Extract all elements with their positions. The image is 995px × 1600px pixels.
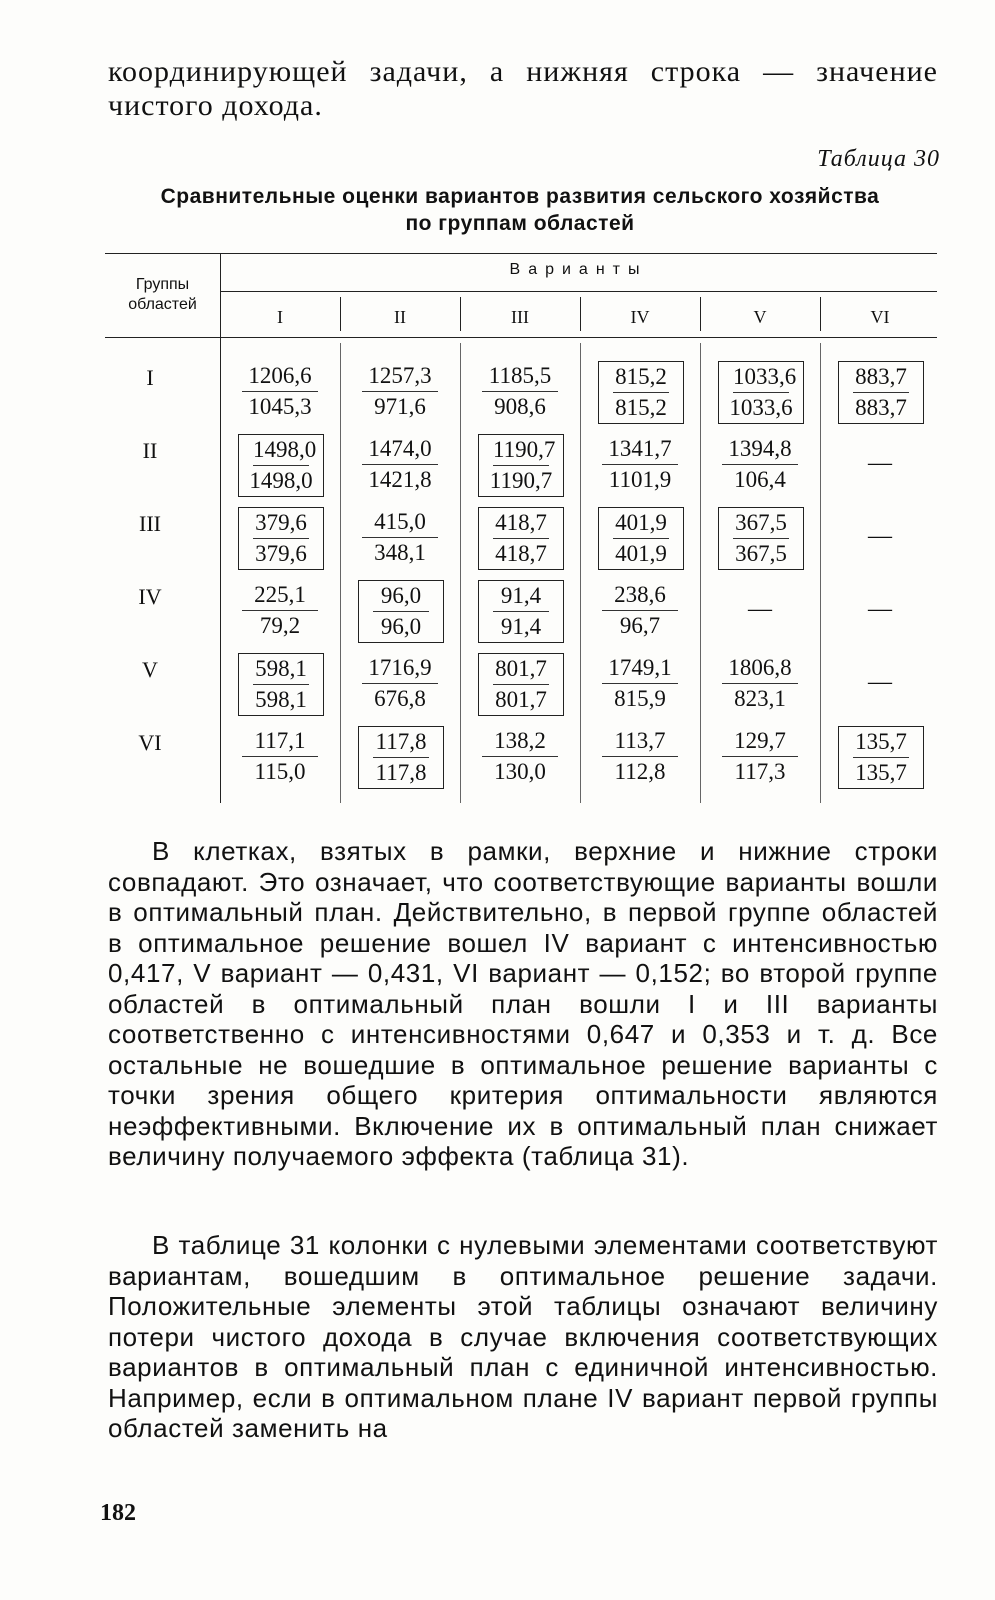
column-header-3: III — [511, 307, 529, 327]
cell-frame — [348, 434, 452, 495]
cell-top-value: 1474,0 — [362, 434, 438, 465]
cell-frame — [468, 726, 572, 787]
cell-frame — [588, 726, 692, 787]
cell-top-value: 418,7 — [493, 508, 549, 539]
cell-top-value: 1716,9 — [362, 653, 438, 684]
cell-top-value: 379,6 — [253, 508, 309, 539]
group-column-divider — [220, 253, 221, 803]
empty-cell-dash: — — [868, 523, 892, 549]
table-cell — [708, 653, 812, 714]
boxed-cell-frame — [478, 507, 564, 570]
paragraph-2-text: В таблице 31 колонки с нулевыми элементами соответствуют вариантам, вошедшим в оптимальное решение задачи. Положительные элементы этой таблицы означают величину потери чистого дохода в случае включения соответствующих вариантов в оптимальный план с единичной интенсивностью. Например, если в оптимальном плане IV вариант первой группы областей заменить на — [108, 1230, 938, 1443]
cell-bottom-value: 106,4 — [734, 467, 786, 492]
cell-top-value: 117,8 — [373, 727, 429, 758]
cell-bottom-value: 96,7 — [619, 613, 661, 638]
cell-top-value: 415,0 — [362, 507, 438, 538]
table-cell — [228, 507, 332, 570]
boxed-cell-frame — [478, 580, 564, 643]
row-label-5: V — [142, 657, 158, 682]
cell-bottom-value: 883,7 — [855, 395, 907, 420]
cell-bottom-value: 1101,9 — [608, 467, 672, 492]
cell-bottom-value: 1190,7 — [489, 468, 553, 493]
cell-top-value: 1185,5 — [482, 361, 558, 392]
boxed-cell-frame — [238, 434, 324, 497]
intro-line-1: координирующей задачи, а нижняя строка — значение — [108, 55, 938, 88]
cell-bottom-value: 676,8 — [374, 686, 426, 711]
header-groups: Группы областей — [128, 276, 197, 313]
cell-frame — [588, 434, 692, 495]
boxed-cell-frame — [598, 507, 684, 570]
cell-frame — [228, 726, 332, 787]
body-column-divider — [580, 343, 581, 803]
cell-top-value: 96,0 — [373, 581, 429, 612]
table-title-line-2: по группам областей — [405, 212, 635, 235]
table-cell — [828, 361, 932, 424]
comparison-table — [105, 253, 937, 803]
table-cell — [228, 434, 332, 497]
cell-top-value: 1033,6 — [733, 362, 789, 393]
cell-bottom-value: 971,6 — [374, 394, 426, 419]
cell-top-value: 1341,7 — [602, 434, 678, 465]
empty-cell-dash: — — [868, 669, 892, 695]
table-cell — [348, 507, 452, 568]
cell-top-value: 801,7 — [493, 654, 549, 685]
cell-bottom-value: 130,0 — [494, 759, 546, 784]
table-cell — [588, 361, 692, 424]
column-header-5: V — [753, 307, 767, 327]
cell-bottom-value: 379,6 — [255, 541, 307, 566]
cell-top-value: 1498,0 — [253, 435, 309, 466]
cell-top-value: 225,1 — [242, 580, 318, 611]
cell-frame — [348, 653, 452, 714]
cell-bottom-value: 418,7 — [495, 541, 547, 566]
table-label: Таблица 30 — [817, 146, 940, 172]
cell-top-value: 113,7 — [602, 726, 678, 757]
boxed-cell-frame — [598, 361, 684, 424]
body-column-divider — [700, 343, 701, 803]
boxed-cell-frame — [718, 507, 804, 570]
empty-cell-dash: — — [748, 596, 772, 622]
cell-bottom-value: 115,0 — [254, 759, 306, 784]
cell-top-value: 91,4 — [493, 581, 549, 612]
cell-bottom-value: 1033,6 — [729, 395, 793, 420]
table-cell — [468, 361, 572, 422]
intro-line-2: чистого дохода. — [108, 89, 323, 122]
row-label-6: VI — [138, 730, 162, 755]
cell-top-value: 1190,7 — [493, 435, 549, 466]
table-title-line-1: Сравнительные оценки вариантов развития сельского хозяйства — [160, 185, 880, 208]
table-cell — [588, 726, 692, 787]
cell-bottom-value: 908,6 — [494, 394, 546, 419]
cell-bottom-value: 815,2 — [615, 395, 667, 420]
cell-top-value: 1394,8 — [722, 434, 798, 465]
table-cell — [468, 507, 572, 570]
cell-bottom-value: 135,7 — [855, 760, 907, 785]
boxed-cell-frame — [358, 580, 444, 643]
cell-frame — [588, 580, 692, 641]
table-cell — [348, 434, 452, 495]
paragraph-1 — [108, 836, 938, 1172]
cell-bottom-value: 1045,3 — [248, 394, 312, 419]
cell-top-value: 1257,3 — [362, 361, 438, 392]
table-cell — [708, 434, 812, 495]
column-header-6: VI — [870, 307, 890, 327]
cell-bottom-value: 815,9 — [614, 686, 666, 711]
column-header-2: II — [394, 307, 406, 327]
body-column-divider — [340, 343, 341, 803]
cell-top-value: 138,2 — [482, 726, 558, 757]
table-cell — [588, 434, 692, 495]
cell-top-value: 401,9 — [613, 508, 669, 539]
table-cell — [708, 507, 812, 570]
table-cell — [468, 726, 572, 787]
cell-top-value: 1749,1 — [602, 653, 678, 684]
cell-bottom-value: 117,8 — [375, 760, 427, 785]
body-column-divider — [460, 343, 461, 803]
cell-bottom-value: 801,7 — [495, 687, 547, 712]
cell-frame — [228, 361, 332, 422]
boxed-cell-frame — [238, 653, 324, 716]
cell-top-value: 238,6 — [602, 580, 678, 611]
boxed-cell-frame — [358, 726, 444, 789]
page-number: 182 — [100, 1500, 136, 1526]
empty-cell-dash: — — [868, 596, 892, 622]
table-cell — [348, 726, 452, 789]
table-top-rule — [105, 253, 937, 254]
table-cell — [348, 361, 452, 422]
table-cell — [828, 726, 932, 789]
header-bottom-rule — [105, 337, 937, 338]
row-label-3: III — [139, 511, 161, 536]
body-column-divider — [820, 343, 821, 803]
header-variants: Варианты — [509, 261, 648, 278]
cell-frame — [708, 434, 812, 495]
cell-bottom-value: 823,1 — [734, 686, 786, 711]
cell-bottom-value: 1498,0 — [249, 468, 313, 493]
row-label-4: IV — [138, 584, 162, 609]
cell-frame — [228, 580, 332, 641]
cell-bottom-value: 91,4 — [500, 614, 542, 639]
table-cell — [228, 580, 332, 641]
header-mid-rule — [220, 291, 937, 292]
column-header-4: IV — [630, 307, 650, 327]
cell-top-value: 598,1 — [253, 654, 309, 685]
row-label-1: I — [146, 365, 154, 390]
table-cell — [708, 726, 812, 787]
cell-top-value: 117,1 — [242, 726, 318, 757]
cell-frame — [708, 653, 812, 714]
cell-bottom-value: 348,1 — [374, 540, 426, 565]
cell-bottom-value: 79,2 — [259, 613, 301, 638]
cell-top-value: 815,2 — [613, 362, 669, 393]
table-cell — [588, 580, 692, 641]
table-cell — [468, 434, 572, 497]
cell-top-value: 135,7 — [853, 727, 909, 758]
cell-top-value: 1806,8 — [722, 653, 798, 684]
table-title — [100, 183, 940, 237]
table-cell — [228, 726, 332, 787]
cell-frame — [348, 361, 452, 422]
table-cell — [348, 580, 452, 643]
boxed-cell-frame — [718, 361, 804, 424]
row-label-2: II — [142, 438, 158, 463]
table-cell — [228, 361, 332, 422]
table-cell — [228, 653, 332, 716]
boxed-cell-frame — [838, 361, 924, 424]
cell-frame — [468, 361, 572, 422]
paragraph-1-text: В клетках, взятых в рамки, верхние и нижние строки совпадают. Это означает, что соответствующие варианты вошли в оптимальный план. Действительно, в первой группе областей в оптимальное решение вошел IV вариант с интенсивностью 0,417, V вариант — 0,431, VI вариант — 0,152; во второй группе областей в оптимальный план вошли I и III варианты соответственно с интенсивностями 0,647 и 0,353 и т. д. Все остальные не вошедшие в оптимальное решение варианты с точки зрения общего критерия оптимальности являются неэффективными. Включение их в оптимальный план снижает величину получаемого эффекта (таблица 31). — [108, 836, 938, 1171]
cell-bottom-value: 598,1 — [255, 687, 307, 712]
boxed-cell-frame — [478, 434, 564, 497]
cell-top-value: 883,7 — [853, 362, 909, 393]
cell-bottom-value: 367,5 — [735, 541, 787, 566]
cell-frame — [348, 507, 452, 568]
table-cell — [468, 653, 572, 716]
table-cell — [468, 580, 572, 643]
boxed-cell-frame — [478, 653, 564, 716]
boxed-cell-frame — [238, 507, 324, 570]
cell-bottom-value: 112,8 — [614, 759, 666, 784]
cell-top-value: 1206,6 — [242, 361, 318, 392]
paragraph-2 — [108, 1230, 938, 1444]
table-cell — [708, 361, 812, 424]
empty-cell-dash: — — [868, 450, 892, 476]
cell-bottom-value: 96,0 — [380, 614, 422, 639]
cell-bottom-value: 117,3 — [734, 759, 786, 784]
cell-frame — [588, 653, 692, 714]
cell-bottom-value: 401,9 — [615, 541, 667, 566]
table-cell — [588, 507, 692, 570]
cell-top-value: 129,7 — [722, 726, 798, 757]
table-cell — [588, 653, 692, 714]
cell-bottom-value: 1421,8 — [368, 467, 432, 492]
boxed-cell-frame — [838, 726, 924, 789]
cell-top-value: 367,5 — [733, 508, 789, 539]
cell-frame — [708, 726, 812, 787]
column-header-1: I — [277, 307, 283, 327]
table-cell — [348, 653, 452, 714]
